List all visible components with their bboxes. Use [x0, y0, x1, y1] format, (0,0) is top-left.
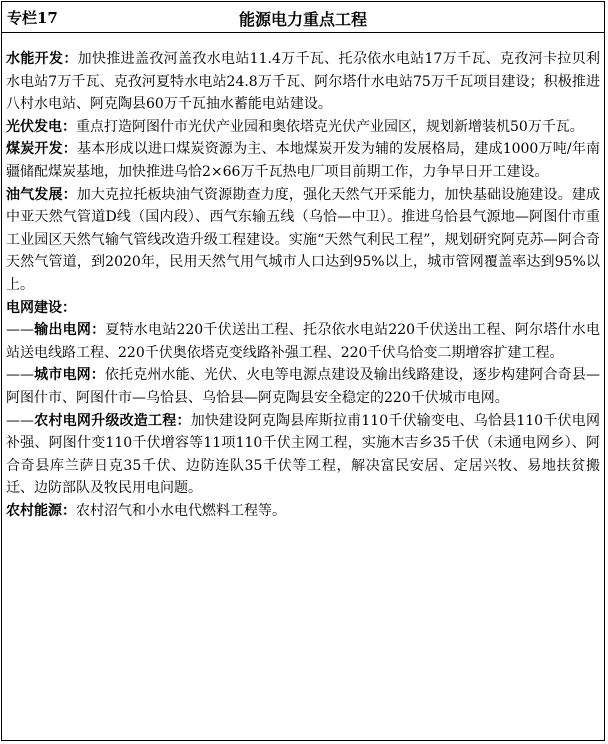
dash-marker: —— [6, 412, 34, 429]
section-heading: 油气发展： [6, 186, 77, 203]
subsection-heading: 农村电网升级改造工程： [34, 412, 191, 429]
section-heading: 光伏发电： [6, 118, 76, 135]
section-text: 重点打造阿图什市光伏产业园和奥依塔克光伏产业园区，规划新增装机50万千瓦。 [76, 118, 584, 135]
subsection-text: 依托克州水能、光伏、火电等电源点建设及输出线路建设，逐步构建阿合奇县—阿图什市、阿图什市—乌恰县、乌恰县—阿克陶县安全稳定的220千伏城市电网。 [6, 367, 601, 406]
section-heading: 水能开发： [6, 51, 78, 67]
subsection-heading: 输出电网： [34, 322, 106, 339]
box-label: 专栏17 [7, 9, 58, 27]
dash-marker: —— [6, 322, 34, 339]
subsection-text: 夏特水电站220千伏送出工程、托尕依水电站220千伏送出工程、阿尔塔什水电站送电线路工程、220千伏奥依塔克变线路补强工程、220千伏乌恰变二期增容扩建工程。 [6, 322, 600, 361]
section-text: 农村沼气和小水电代燃料工程等。 [76, 502, 286, 519]
subsection-text: 加快建设阿克陶县库斯拉甫110千伏输变电、乌恰县110千伏电网补强、阿图什变110千伏增容等11项110千伏主网工程，实施木吉乡35千伏（未通电网乡）、阿合奇县库兰萨日克35千伏、边防连队35千伏等工程，解决富民安居、定居兴牧、易地扶贫搬迁、边防部队及牧民用电问题。 [6, 412, 600, 497]
section-text: 加大克拉托板块油气资源勘查力度，强化天然气开采能力，加快基础设施建设。建成中亚天然气管道D线（国内段）、西气东输五线（乌恰—中卫）。推进乌恰县气源地—阿图什市重工业园区天然气输气管线改造升级工程建设。实施“天然气利民工程”，规划研究阿克苏—阿合奇天然气管道，到2020年，民用天然气用气城市人口达到95%以上，城市管网覆盖率达到95%以上。 [6, 186, 601, 293]
box-header [2, 2, 604, 33]
subsection-rural-grid [6, 410, 600, 500]
section-hydro [6, 48, 600, 116]
section-text: 加快推进盖孜河盖孜水电站11.4万千瓦、托尕依水电站17万千瓦、克孜河卡拉贝利水电站7万千瓦、克孜河夏特水电站24.8万千瓦、阿尔塔什水电站75万千瓦项目建设；积极推进八村水电站、阿克陶县60万千瓦抽水蓄能电站建设。 [6, 51, 601, 113]
section-rural-energy [6, 500, 600, 523]
subsection-transmission [6, 319, 600, 364]
section-text: 基本形成以进口煤炭资源为主、本地煤炭开发为辅的发展格局，建成1000万吨/年南疆储配煤炭基地，加快推进乌恰2×66万千瓦热电厂项目前期工作，力争早日开工建设。 [6, 141, 601, 180]
section-heading: 电网建设： [6, 299, 76, 316]
section-heading: 农村能源： [6, 502, 76, 519]
section-oilgas [6, 184, 600, 297]
section-coal [6, 138, 600, 183]
section-solar [6, 116, 600, 139]
box-content [6, 48, 600, 522]
subsection-urban [6, 364, 600, 409]
subsection-heading: 城市电网： [34, 367, 105, 384]
section-heading: 煤炭开发： [6, 141, 77, 158]
project-box [1, 1, 605, 741]
dash-marker: —— [6, 367, 34, 384]
section-grid [6, 297, 600, 320]
box-title: 能源电力重点工程 [238, 10, 367, 29]
